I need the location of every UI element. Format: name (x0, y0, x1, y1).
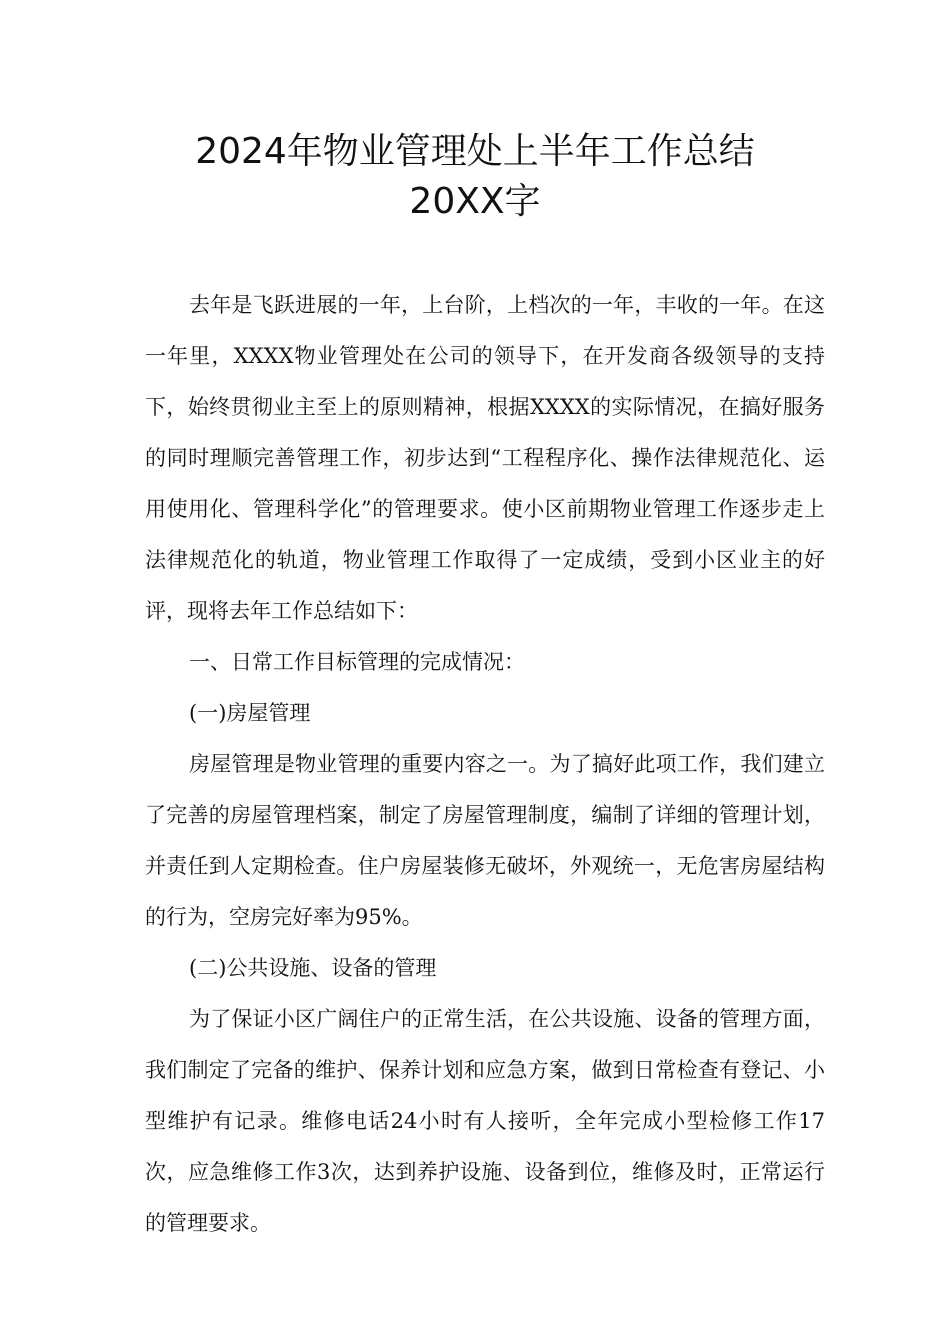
subsection-heading-housing: (一)房屋管理 (189, 701, 311, 725)
paragraph-housing: 房屋管理是物业管理的重要内容之一。为了搞好此项工作，我们建立了完善的房屋管理档案，制定了房屋管理制度，编制了详细的管理计划，并责任到人定期检查。住户房屋装修无破坏，外观统一，无危害房屋结构的行为，空房完好率为95%。 (145, 752, 825, 929)
document-title-line-1: 2024年物业管理处上半年工作总结 (195, 131, 755, 172)
document-title-line-2: 20XX字 (409, 181, 541, 222)
paragraph-intro: 去年是飞跃进展的一年，上台阶，上档次的一年，丰收的一年。在这一年里，XXXX物业管理处在公司的领导下，在开发商各级领导的支持下，始终贯彻业主至上的原则精神，根据XXXX的实际情况，在搞好服务的同时理顺完善管理工作，初步达到“工程程序化、操作法律规范化、运用使用化、管理科学化”的管理要求。使小区前期物业管理工作逐步走上法律规范化的轨道，物业管理工作取得了一定成绩，受到小区业主的好评，现将去年工作总结如下： (145, 293, 825, 623)
paragraph-facilities: 为了保证小区广阔住户的正常生活，在公共设施、设备的管理方面，我们制定了完备的维护、保养计划和应急方案，做到日常检查有登记、小型维护有记录。维修电话24小时有人接听，全年完成小型检修工作17次，应急维修工作3次，达到养护设施、设备到位，维修及时，正常运行的管理要求。 (145, 1007, 825, 1235)
document-body (145, 280, 825, 1249)
subsection-heading-facilities: (二)公共设施、设备的管理 (189, 956, 437, 980)
section-heading-1: 一、日常工作目标管理的完成情况： (189, 650, 525, 674)
